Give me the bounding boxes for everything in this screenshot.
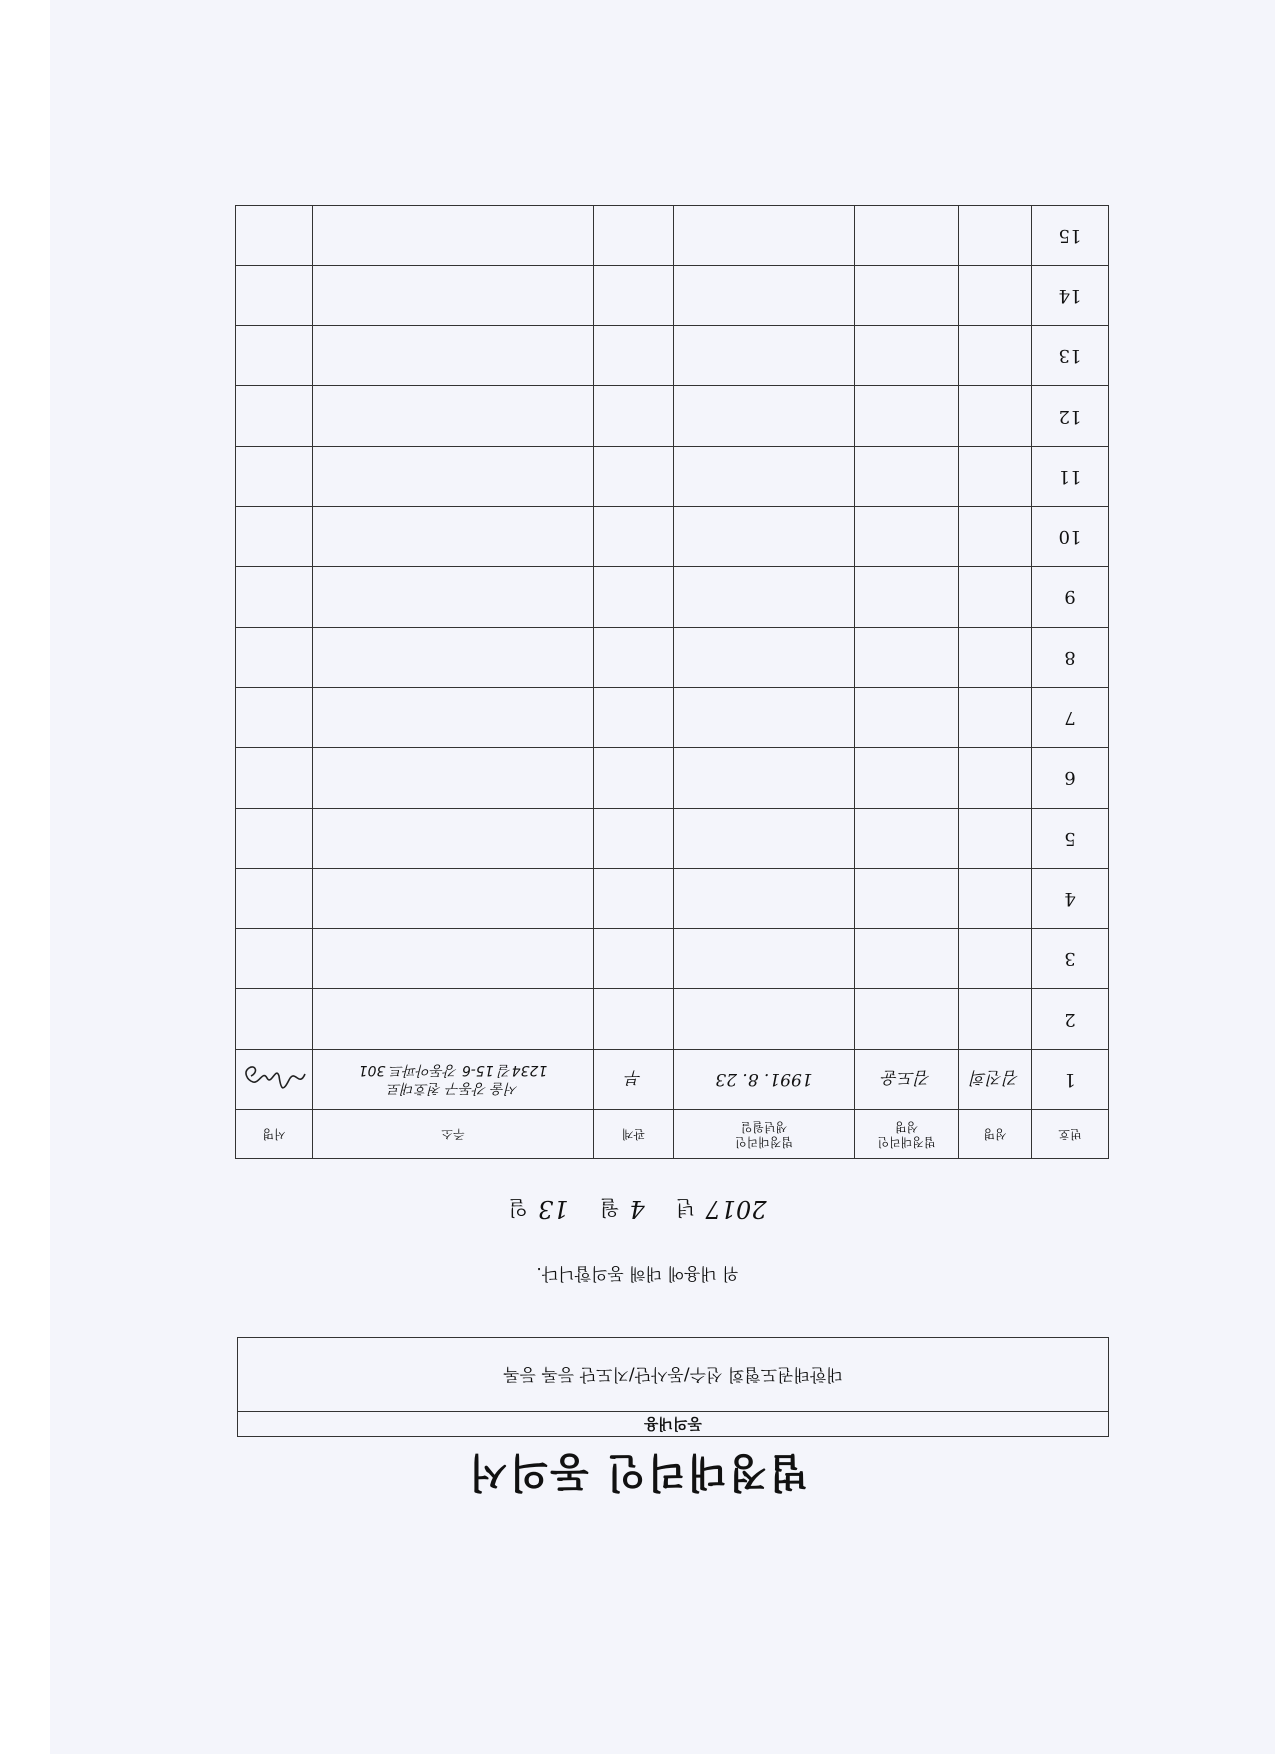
header-number: 번호 [1032, 1110, 1109, 1159]
agree-statement: 위 내용에 대해 동의합니다. [536, 1263, 739, 1283]
row-address [313, 929, 594, 989]
row-name [959, 687, 1032, 747]
row-signature [236, 929, 313, 989]
date-year: 2017 [705, 1195, 767, 1223]
row-number: 3 [1032, 929, 1109, 989]
consent-box [237, 1337, 1109, 1437]
row-address [313, 687, 594, 747]
row-number: 7 [1032, 687, 1109, 747]
row-signature [236, 1049, 313, 1109]
row-relation [594, 808, 674, 868]
row-address [313, 265, 594, 325]
date-year-unit: 년 [675, 1196, 696, 1220]
table-row [236, 507, 1109, 567]
row-number: 8 [1032, 627, 1109, 687]
row-name [959, 446, 1032, 506]
row-name [959, 929, 1032, 989]
row-relation [594, 326, 674, 386]
row-guardian-birth [674, 627, 855, 687]
table-row [236, 868, 1109, 928]
row-address [313, 386, 594, 446]
row-relation: 부 [594, 1049, 674, 1109]
document-title: 법정대리인 동의서 [466, 1449, 809, 1495]
row-guardian-name [855, 507, 959, 567]
consent-header: 동의내용 [238, 1411, 1108, 1436]
row-signature [236, 205, 313, 265]
header-guardian-birth-line1: 법정대리인 [735, 1135, 793, 1149]
row-address-line2: 1234길 15-6 강동아파트 301 [358, 1062, 548, 1079]
row-guardian-name [855, 205, 959, 265]
row-name [959, 748, 1032, 808]
row-address [313, 627, 594, 687]
row-relation [594, 627, 674, 687]
row-relation [594, 989, 674, 1049]
date-line [0, 1195, 1275, 1224]
row-relation [594, 687, 674, 747]
row-address [313, 868, 594, 928]
row-name [959, 265, 1032, 325]
header-guardian-name-line2: 성명 [894, 1120, 919, 1134]
row-address [313, 1049, 594, 1109]
row-address [313, 989, 594, 1049]
row-address [313, 567, 594, 627]
row-guardian-birth [674, 446, 855, 506]
header-signature: 서명 [236, 1110, 313, 1159]
row-number: 6 [1032, 748, 1109, 808]
row-relation [594, 265, 674, 325]
row-signature [236, 627, 313, 687]
row-relation [594, 748, 674, 808]
row-number: 11 [1032, 446, 1109, 506]
table-row [236, 326, 1109, 386]
row-guardian-birth [674, 868, 855, 928]
row-guardian-name [855, 627, 959, 687]
handwritten-signature-icon [239, 1062, 309, 1096]
row-guardian-birth [674, 929, 855, 989]
row-relation [594, 507, 674, 567]
row-number: 15 [1032, 205, 1109, 265]
row-name [959, 507, 1032, 567]
row-guardian-birth [674, 386, 855, 446]
row-number: 5 [1032, 808, 1109, 868]
table-row [236, 386, 1109, 446]
row-address [313, 507, 594, 567]
row-guardian-name [855, 808, 959, 868]
row-signature [236, 989, 313, 1049]
row-guardian-name: 김도윤 [855, 1049, 959, 1109]
table-row [236, 808, 1109, 868]
guardian-table [235, 205, 1109, 1159]
row-name [959, 627, 1032, 687]
row-relation [594, 205, 674, 265]
table-row [236, 265, 1109, 325]
row-name [959, 868, 1032, 928]
row-name: 김진희 [959, 1049, 1032, 1109]
row-name [959, 326, 1032, 386]
row-guardian-birth [674, 265, 855, 325]
header-guardian-name [855, 1110, 959, 1159]
row-guardian-birth [674, 687, 855, 747]
table-row [236, 1049, 1109, 1109]
table-row [236, 748, 1109, 808]
row-address [313, 326, 594, 386]
row-signature [236, 868, 313, 928]
row-number: 13 [1032, 326, 1109, 386]
table-row [236, 567, 1109, 627]
row-signature [236, 748, 313, 808]
table-row [236, 205, 1109, 265]
row-number: 1 [1032, 1049, 1109, 1109]
row-number: 4 [1032, 868, 1109, 928]
row-number: 12 [1032, 386, 1109, 446]
row-signature [236, 265, 313, 325]
table-body [236, 205, 1109, 1109]
row-guardian-name [855, 386, 959, 446]
row-signature [236, 687, 313, 747]
row-relation [594, 446, 674, 506]
table-row [236, 687, 1109, 747]
row-relation [594, 386, 674, 446]
row-guardian-birth [674, 326, 855, 386]
table-row [236, 929, 1109, 989]
table-row [236, 989, 1109, 1049]
row-name [959, 567, 1032, 627]
row-number: 9 [1032, 567, 1109, 627]
row-name [959, 808, 1032, 868]
row-guardian-birth [674, 567, 855, 627]
row-address [313, 446, 594, 506]
row-signature [236, 808, 313, 868]
row-guardian-birth [674, 507, 855, 567]
header-guardian-birth-line2: 생년월일 [740, 1120, 788, 1134]
row-guardian-birth [674, 748, 855, 808]
row-relation [594, 868, 674, 928]
row-guardian-birth [674, 205, 855, 265]
row-guardian-name [855, 567, 959, 627]
header-address: 주소 [313, 1110, 594, 1159]
header-guardian-name-line1: 법정대리인 [877, 1135, 936, 1149]
row-signature [236, 507, 313, 567]
row-guardian-birth: 1991. 8. 23 [674, 1049, 855, 1109]
row-signature [236, 386, 313, 446]
date-month-unit: 월 [599, 1196, 620, 1220]
date-month: 4 [629, 1195, 645, 1223]
row-signature [236, 446, 313, 506]
row-guardian-name [855, 265, 959, 325]
row-number: 14 [1032, 265, 1109, 325]
row-signature [236, 567, 313, 627]
row-guardian-name [855, 929, 959, 989]
row-number: 10 [1032, 507, 1109, 567]
row-guardian-name [855, 748, 959, 808]
date-day-unit: 일 [508, 1196, 528, 1220]
row-relation [594, 567, 674, 627]
row-address [313, 808, 594, 868]
table-row [236, 627, 1109, 687]
row-guardian-birth [674, 989, 855, 1049]
row-name [959, 386, 1032, 446]
row-guardian-name [855, 989, 959, 1049]
header-relation: 관계 [594, 1110, 674, 1159]
consent-text: 대한태권도협회 선수/동사단/지도단 등록 등록 [503, 1364, 843, 1384]
row-number: 2 [1032, 989, 1109, 1049]
table-header-row [236, 1110, 1109, 1159]
header-name: 성명 [959, 1110, 1032, 1159]
row-guardian-name [855, 687, 959, 747]
table-row [236, 446, 1109, 506]
row-guardian-birth [674, 808, 855, 868]
row-address [313, 748, 594, 808]
row-address [313, 205, 594, 265]
header-guardian-birth [674, 1110, 855, 1159]
row-guardian-name [855, 868, 959, 928]
row-signature [236, 326, 313, 386]
row-relation [594, 929, 674, 989]
row-name [959, 989, 1032, 1049]
row-guardian-name [855, 326, 959, 386]
row-guardian-name [855, 446, 959, 506]
date-day: 13 [538, 1195, 569, 1223]
row-name [959, 205, 1032, 265]
row-address-line1: 서울 강동구 천호대로 [387, 1080, 519, 1097]
